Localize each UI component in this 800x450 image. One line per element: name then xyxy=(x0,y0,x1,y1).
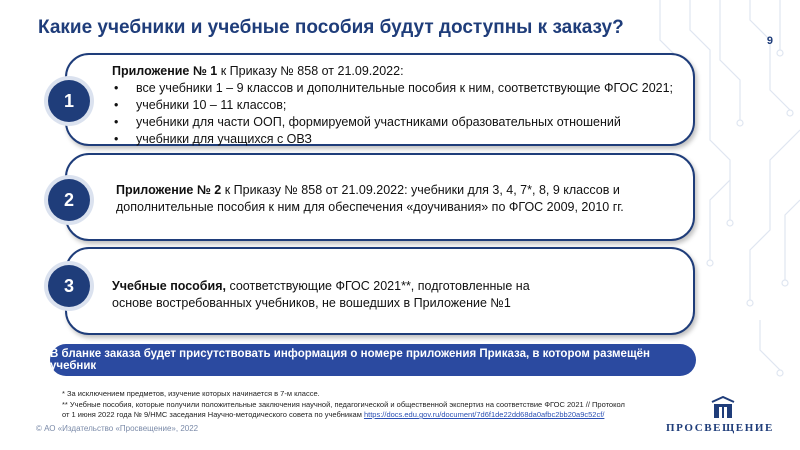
list-item: • учебники для части ООП, формируемой участниками образовательных отношений xyxy=(112,114,682,131)
page-number: 9 xyxy=(766,35,773,47)
list-item: • учебники 10 – 11 классов; xyxy=(112,97,682,114)
card-2-text: Приложение № 2 к Приказу № 858 от 21.09.2022: учебники для 3, 4, 7*, 8, 9 классов и дополнительные пособия к ним для обеспечения «доучивания» по ФГОС 2009, 2010 гг. xyxy=(116,183,624,214)
card-1-text xyxy=(112,63,682,148)
info-banner: В бланке заказа будет присутствовать информация о номере приложения Приказа, в котором размещён учебник xyxy=(50,344,696,376)
footnote-3: от 1 июня 2022 года № 9/НМС заседания Научно-методического совета по учебникам https://docs.edu.gov.ru/document/7d6f1de22dd68da0afbc2bb20a9c52cf/ xyxy=(62,410,605,419)
list-item: • учебники для учащихся с ОВЗ xyxy=(112,131,682,148)
protocol-link[interactable]: https://docs.edu.gov.ru/document/7d6f1de22dd68da0afbc2bb20a9c52cf/ xyxy=(363,410,605,419)
footnote-1: * За исключением предметов, изучение которых начинается в 7-м классе. xyxy=(62,389,320,398)
footnotes xyxy=(62,389,625,421)
copyright: © АО «Издательство «Просвещение», 2022 xyxy=(36,424,199,433)
publisher-logo-text: ПРОСВЕЩЕНИЕ xyxy=(666,422,774,434)
card-3-text: Учебные пособия, соответствующие ФГОС 2021**, подготовленные на основе востребованных учебников, не вошедших в Приложение №1 xyxy=(112,279,530,310)
number-badge-3: 3 xyxy=(48,265,90,307)
card-1-lead: Приложение № 1 к Приказу № 858 от 21.09.2022: xyxy=(112,64,404,78)
card-1-bullet-list xyxy=(112,80,682,148)
number-badge-2: 2 xyxy=(48,179,90,221)
prosveshchenie-logo-icon xyxy=(710,396,736,420)
list-item: • все учебники 1 – 9 классов и дополнительные пособия к ним, соответствующие ФГОС 2021; xyxy=(112,80,682,97)
number-badge-1: 1 xyxy=(48,80,90,122)
footnote-2: ** Учебные пособия, которые получили положительные заключения научной, педагогической и общественной экспертиз на соответствие ФГОС 2021 // Протокол xyxy=(62,399,625,409)
page-title: Какие учебники и учебные пособия будут доступны к заказу? xyxy=(38,17,624,38)
